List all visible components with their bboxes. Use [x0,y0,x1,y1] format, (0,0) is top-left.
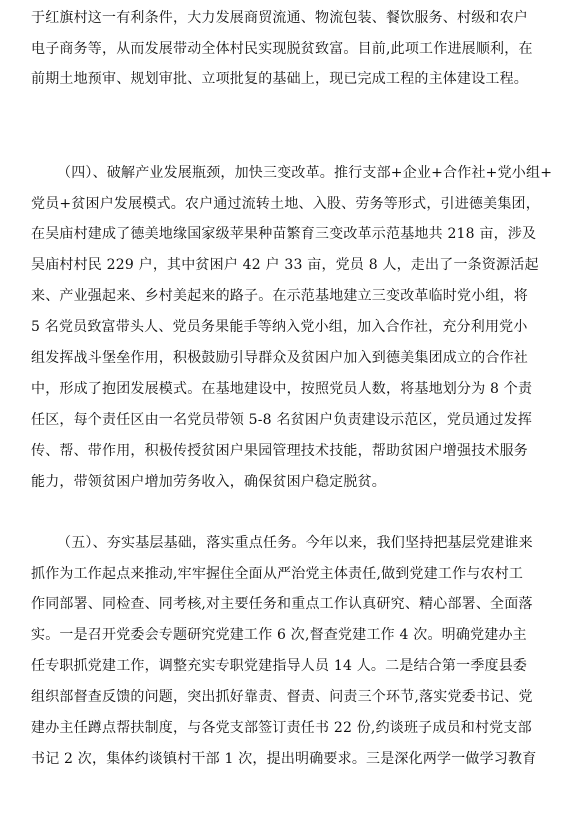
paragraph-5-line-5: 任专职抓党建工作，调整充实专职党建指导人员 14 人。二是结合第一季度县委 [31,658,528,674]
paragraph-5-line-2: 抓作为工作起点来推动,牢牢握住全面从严治党主体责任,做到党建工作与农村工 [31,566,524,582]
paragraph-5-line-3: 作同部署、同检查、同考核,对主要任务和重点工作认真研究、精心部署、全面落 [31,596,533,612]
paragraph-4-line-2: 党员+贫困户发展模式。农户通过流转土地、入股、劳务等形式，引进德美集团， [31,196,540,212]
paragraph-4-line-8: 中，形成了抱团发展模式。在基地建设中，按照党员人数，将基地划分为 8 个责 [31,381,533,397]
paragraph-4-line-7: 组发挥战斗堡垒作用，积极鼓励引导群众及贫困户加入到德美集团成立的合作社 [31,350,528,366]
paragraph-3-line-1: 于红旗村这一有利条件，大力发展商贸流通、物流包装、餐饮服务、村级和农户 [31,10,528,26]
paragraph-5-heading-line: （五）、夯实基层基础，落实重点任务。今年以来，我们坚持把基层党建谁来 [57,535,533,551]
paragraph-4-line-10: 传、帮、带作用，积极传授贫困户果园管理技术技能，帮助贫困户增强技术服务 [31,443,528,459]
paragraph-5-line-8: 书记 2 次，集体约谈镇村干部 1 次，提出明确要求。三是深化两学一做学习教育 [31,751,537,767]
paragraph-4-line-5: 来、产业强起来、乡村美起来的路子。在示范基地建立三变改革临时党小组，将 [31,288,528,304]
paragraph-3-line-3: 前期土地预审、规划审批、立项批复的基础上，现已完成工程的主体建设工程。 [31,71,528,87]
paragraph-4-heading-line: （四）、破解产业发展瓶颈，加快三变改革。推行支部+企业+合作社+党小组+ [57,165,553,181]
paragraph-4-line-4: 吴庙村村民 229 户，其中贫困户 42 户 33 亩，党员 8 人，走出了一条资源活起 [31,257,539,273]
paragraph-4-line-9: 任区，每个责任区由一名党员带领 5-8 名贫困户负责建设示范区，党员通过发挥 [31,412,533,428]
paragraph-5-line-6: 组织部督查反馈的问题，突出抓好靠责、督责、问责三个环节,落实党委书记、党 [31,689,533,705]
paragraph-4-line-3: 在吴庙村建成了德美地缘国家级苹果种苗繁育三变改革示范基地共 218 亩，涉及 [31,226,537,242]
paragraph-4-line-11: 能力，带领贫困户增加劳务收入，确保贫困户稳定脱贫。 [31,474,386,490]
paragraph-5-line-7: 建办主任蹲点帮扶制度，与各党支部签订责任书 22 份,约谈班子成员和村党支部 [31,720,532,736]
paragraph-4-line-6: 5 名党员致富带头人、党员务果能手等纳入党小组，加入合作社，充分利用党小 [31,319,528,335]
paragraph-5-line-4: 实。一是召开党委会专题研究党建工作 6 次,督查党建工作 4 次。明确党建办主 [31,627,527,643]
paragraph-3-line-2: 电子商务等，从而发展带动全体村民实现脱贫致富。目前,此项工作进展顺利，在 [31,41,533,57]
